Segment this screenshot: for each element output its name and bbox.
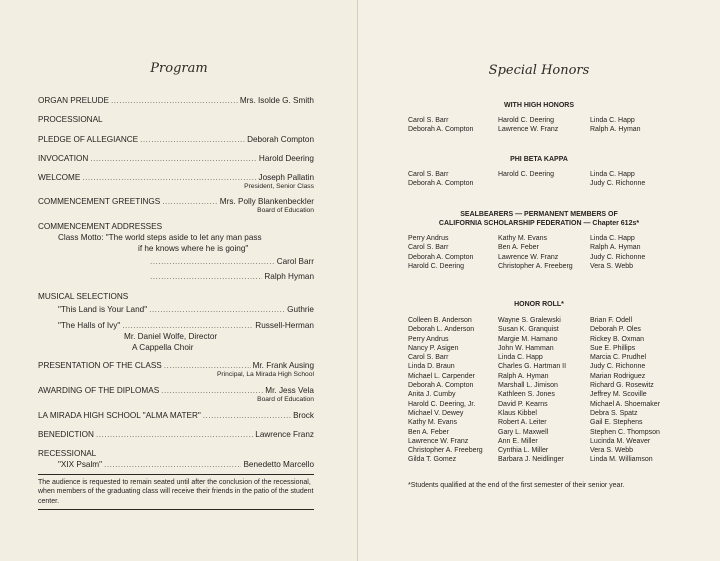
honoree-name: Barbara J. Neidlinger: [498, 456, 564, 464]
item-label: INVOCATION: [38, 154, 89, 163]
honoree-name: Stephen C. Thompson: [590, 428, 660, 436]
honoree-name: Ralph A. Hyman: [498, 372, 549, 380]
item-subtitle: President, Senior Class: [244, 183, 314, 190]
honoree-name: Colleen B. Anderson: [408, 317, 472, 324]
honoree-name: Christopher A. Freeberg: [498, 262, 573, 270]
section-heading: HONOR ROLL*: [514, 301, 564, 308]
program-item-recessional: RECESSIONAL: [38, 449, 97, 458]
honor-roll-section: [358, 300, 720, 465]
honors-names: [408, 234, 720, 271]
honoree-name: [498, 179, 590, 188]
honoree-name: Klaus Kibbel: [498, 409, 537, 417]
honoree-name: Michael L. Carpender: [408, 372, 475, 380]
speaker-row: [38, 271, 314, 282]
speaker-row: [38, 256, 314, 267]
speaker-name: Carol Barr: [276, 257, 314, 266]
item-label: ORGAN PRELUDE: [38, 96, 109, 105]
item-label: COMMENCEMENT GREETINGS: [38, 197, 161, 206]
item-value: Mr. Jess Vela: [265, 386, 314, 395]
class-motto-line1: Class Motto: "The world steps aside to let any man pass: [58, 233, 262, 242]
program-item-processional: PROCESSIONAL: [38, 115, 103, 124]
item-value: Mrs. Isolde G. Smith: [239, 96, 314, 105]
honor-roll-names: [408, 316, 720, 465]
honoree-name: Ralph A. Hyman: [590, 244, 641, 252]
program-item-invocation: [38, 153, 314, 164]
item-subtitle: Board of Education: [257, 396, 314, 403]
honoree-name: Harold C. Deering: [408, 262, 465, 270]
honoree-name: Gilda T. Gomez: [408, 456, 457, 464]
honoree-name: Ralph A. Hyman: [590, 126, 641, 134]
honoree-name: Carol S. Barr: [408, 354, 449, 362]
honoree-name: Michael A. Shoemaker: [590, 400, 661, 408]
honoree-name: Perry Andrus: [408, 235, 449, 242]
honoree-name: Susan K. Granquist: [498, 326, 559, 334]
honoree-name: Deborah A. Compton: [408, 126, 474, 134]
honoree-name: Brian F. Odell: [590, 317, 633, 324]
honoree-name: Harold C. Deering, Jr.: [408, 400, 476, 408]
program-title: Program: [150, 61, 208, 76]
honoree-name: Vera S. Webb: [590, 262, 634, 270]
section-heading: PHI BETA KAPPA: [510, 156, 568, 163]
honoree-name: Deborah P. Oles: [590, 326, 641, 334]
song-title: "The Halls of Ivy": [58, 321, 121, 330]
program-item-presentation: [38, 360, 314, 371]
honoree-name: Lawrence W. Franz: [498, 126, 559, 134]
honoree-name: David P. Kearns: [498, 400, 548, 408]
honoree-name: Lawrence W. Franz: [408, 437, 469, 445]
program-item-addresses: COMMENCEMENT ADDRESSES: [38, 222, 163, 231]
item-value: Joseph Pallatin: [258, 173, 314, 182]
honoree-name: Kathy M. Evans: [408, 419, 458, 427]
honoree-name: Linda D. Braun: [408, 363, 455, 371]
honoree-name: Perry Andrus: [408, 335, 449, 343]
honoree-name: Lucinda M. Weaver: [590, 437, 651, 445]
program-item-welcome: [38, 172, 314, 183]
item-label: AWARDING OF THE DIPLOMAS: [38, 386, 160, 395]
honoree-name: Anita J. Cumby: [408, 391, 456, 399]
item-value: Brock: [293, 411, 314, 420]
psalm-row: [38, 459, 314, 470]
program-page: [0, 0, 358, 561]
honoree-name: Linda C. Happ: [590, 171, 635, 178]
item-label: PRESENTATION OF THE CLASS: [38, 361, 162, 370]
item-label: WELCOME: [38, 173, 81, 182]
honoree-name: Richard G. Rosewitz: [590, 382, 654, 390]
item-value: Lawrence Franz: [255, 430, 314, 439]
special-honors-title: Special Honors: [488, 63, 590, 78]
program-list: [38, 95, 314, 470]
honoree-name: Judy C. Richonne: [590, 180, 646, 188]
item-value: Mrs. Polly Blankenbeckler: [219, 197, 314, 206]
honoree-name: Judy C. Richonne: [590, 253, 646, 261]
item-label: LA MIRADA HIGH SCHOOL "ALMA MATER": [38, 411, 201, 420]
honoree-name: Deborah A. Compton: [408, 253, 474, 261]
honoree-name: Lawrence W. Franz: [498, 253, 559, 261]
speaker-name: Ralph Hyman: [264, 272, 314, 281]
choir-name: A Cappella Choir: [132, 343, 194, 352]
section-heading: CALIFORNIA SCHOLARSHIP FEDERATION — Chapter 612s*: [438, 220, 640, 227]
honoree-name: Carol S. Barr: [408, 244, 449, 252]
honoree-name: John W. Hamman: [498, 344, 554, 352]
item-label: PLEDGE OF ALLEGIANCE: [38, 135, 139, 144]
honoree-name: Judy C. Richonne: [590, 363, 646, 371]
class-motto-line2: if he knows where he is going": [138, 244, 249, 253]
honoree-name: Gail E. Stephens: [590, 419, 643, 427]
honoree-name: Marcia C. Prudhel: [590, 354, 647, 362]
honors-names: [408, 116, 720, 135]
item-label: BENEDICTION: [38, 430, 94, 439]
honoree-name: Sue E. Phillips: [590, 344, 636, 352]
honoree-name: Nancy P. Asigen: [408, 344, 459, 352]
honoree-name: Linda C. Happ: [590, 117, 635, 124]
program-item-benediction: [38, 429, 314, 440]
special-honors-page: [358, 0, 720, 561]
honoree-name: Charles G. Hartman II: [498, 363, 567, 371]
honoree-name: Ann E. Miller: [498, 437, 538, 445]
psalm-title: "XIX Psalm": [58, 460, 103, 469]
honoree-name: Debra S. Spatz: [590, 409, 638, 417]
phi-beta-kappa-section: [358, 155, 720, 189]
honoree-name: Christopher A. Freeberg: [408, 447, 483, 455]
honoree-name: Linda M. Williamson: [590, 456, 653, 464]
honoree-name: Cynthia L. Miller: [498, 447, 549, 455]
honoree-name: Margie M. Hamano: [498, 335, 558, 343]
honoree-name: Robert A. Leiter: [498, 419, 547, 427]
honoree-name: Marshall L. Jimison: [498, 382, 558, 390]
honoree-name: Harold C. Deering: [498, 117, 555, 124]
item-value: Harold Deering: [258, 154, 314, 163]
honoree-name: Deborah L. Anderson: [408, 326, 475, 334]
honoree-name: Jeffrey M. Scoville: [590, 391, 647, 399]
program-item-pledge: [38, 134, 314, 145]
honoree-name: Wayne S. Gralewski: [498, 317, 561, 324]
song-composer: Guthrie: [287, 305, 314, 314]
honoree-name: Ben A. Feber: [498, 244, 539, 252]
honoree-name: Rickey B. Oxman: [590, 335, 645, 343]
song-row: [38, 320, 314, 331]
honoree-name: Vera S. Webb: [590, 447, 634, 455]
honoree-name: Ben A. Feber: [408, 428, 449, 436]
honoree-name: Michael V. Dewey: [408, 409, 464, 417]
section-heading: SEALBEARERS — PERMANENT MEMBERS OF: [460, 211, 618, 218]
honoree-name: Linda C. Happ: [590, 235, 635, 242]
honoree-name: Marian Rodriguez: [590, 372, 646, 380]
honoree-name: Kathleen S. Jones: [498, 391, 555, 399]
honoree-name: Kathy M. Evans: [498, 235, 548, 242]
song-composer: Russell-Herman: [255, 321, 314, 330]
item-value: Deborah Compton: [247, 135, 314, 144]
honoree-name: Linda C. Happ: [498, 354, 543, 362]
with-high-honors-section: [358, 101, 720, 135]
program-item-musical: MUSICAL SELECTIONS: [38, 292, 129, 301]
choir-director: Mr. Daniel Wolfe, Director: [124, 332, 218, 341]
song-title: "This Land is Your Land": [58, 305, 148, 314]
program-item-greetings: [38, 196, 314, 207]
honoree-name: Deborah A. Compton: [408, 382, 474, 390]
item-value: Mr. Frank Ausing: [252, 361, 314, 370]
section-heading: WITH HIGH HONORS: [504, 102, 574, 109]
honoree-name: Gary L. Maxwell: [498, 428, 549, 436]
honoree-name: Carol S. Barr: [408, 117, 449, 124]
honor-roll-footnote: *Students qualified at the end of the first semester of their senior year.: [408, 482, 625, 489]
sealbearers-section: [358, 210, 720, 271]
item-subtitle: Board of Education: [257, 207, 314, 214]
honoree-name: Harold C. Deering: [498, 171, 555, 178]
program-item-organ-prelude: [38, 95, 314, 106]
psalm-composer: Benedetto Marcello: [243, 460, 314, 469]
honoree-name: Carol S. Barr: [408, 171, 449, 178]
honors-names: [408, 170, 720, 189]
song-row: [38, 304, 314, 315]
item-subtitle: Principal, La Mirada High School: [216, 371, 314, 378]
program-item-diplomas: [38, 385, 314, 396]
program-item-alma-mater: [38, 410, 314, 421]
honoree-name: Deborah A. Compton: [408, 180, 474, 188]
audience-notice: The audience is requested to remain seated until after the conclusion of the recessional, when members of the graduating class will receive their friends in the patio of the student center.: [38, 474, 314, 510]
